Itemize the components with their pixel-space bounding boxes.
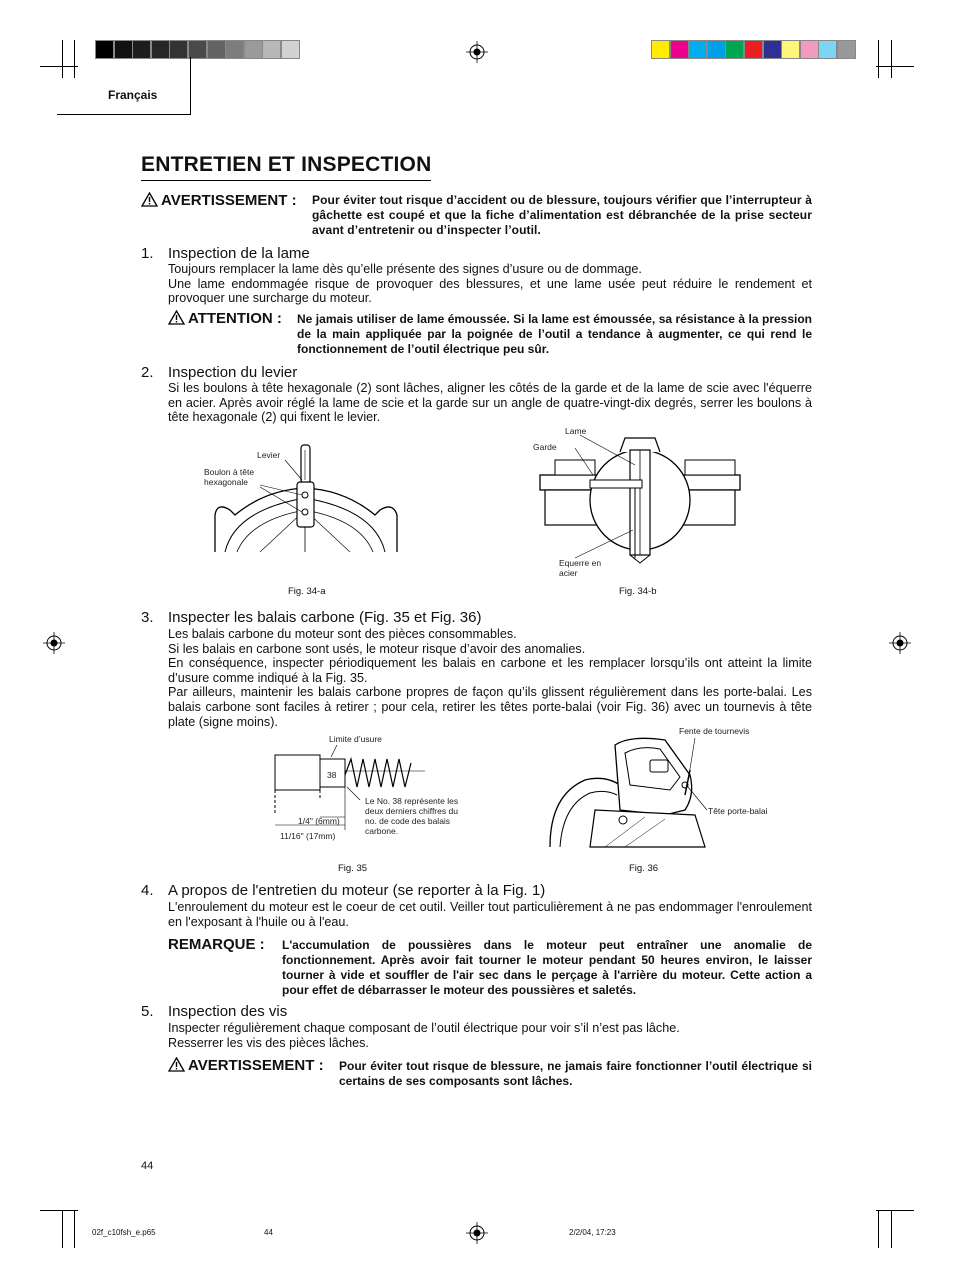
figure-36-brush-cap-drawing [545,735,710,850]
color-swatch [837,40,856,59]
section-number-3: 3. [141,609,154,626]
registration-mark-bottom [466,1222,488,1244]
page-title: ENTRETIEN ET INSPECTION [141,152,431,181]
language-tab [57,57,191,115]
label-limite: Limite d’usure [329,734,382,744]
figure-caption-35: Fig. 35 [338,863,368,874]
section-body-3: Les balais carbone du moteur sont des pièces consommables. Si les balais en carbone sont usés, le moteur risque d’avoir des anomalies. En conséquence, inspecter périodiquement les balais en carbone et les remplacer lorsqu’ils ont atteint la limite d’usure comme indiqué à la Fig. 35. Par ailleurs, maintenir les balais carbone propres de façon qu’ils glissent régulièrement dans les porte-balai. Les balais carbone sont faciles à retirer ; pour cela, retirer les têtes porte-balai (voir Fig. 36) avec un tournevis à tête plate (signe moins). [168,627,812,729]
color-swatch [207,40,226,59]
warning-label-2: AVERTISSEMENT : [168,1057,324,1074]
label-6mm: 1/4" (6mm) [298,816,340,826]
color-swatch [744,40,763,59]
label-fente: Fente de tournevis [679,726,750,736]
label-equerre: Equerre en acier [559,558,602,578]
footer-filename: 02f_c10fsh_e.p65 [92,1228,156,1237]
color-swatch [781,40,800,59]
warning-triangle-icon [141,192,158,207]
color-swatch [688,40,707,59]
section-title-2: Inspection du levier [168,364,298,381]
footer-page: 44 [264,1228,273,1237]
section-title-4: A propos de l'entretien du moteur (se reporter à la Fig. 1) [168,882,546,899]
label-17mm: 11/16" (17mm) [280,831,336,841]
label-note: Le No. 38 représente les deux derniers chiffres du no. de code des balais carbone. [365,796,459,836]
color-swatch [225,40,244,59]
section-number-1: 1. [141,245,154,262]
color-swatch [281,40,300,59]
section-number-2: 2. [141,364,154,381]
section-title-3: Inspecter les balais carbone (Fig. 35 et Fig. 36) [168,609,482,626]
figure-34b-guard-drawing [535,430,745,570]
warning-triangle-icon [168,1057,185,1072]
section-body-1: Toujours remplacer la lame dès qu’elle présente des signes d’usure ou de dommage. Une lame endommagée risque de provoquer des blessures, et une lame usée peut réduire le rendement et provoquer une surcharge du moteur. [168,262,812,306]
label-garde: Garde [533,442,557,452]
warning-text: Pour éviter tout risque d’accident ou de blessure, toujours vérifier que l’interrupteur à gâchette est coupé et que la fiche d’alimentation est débranchée de la prise secteur avant d’entretenir ou d’inspecter l’outil. [312,193,812,237]
figure-caption-34b: Fig. 34-b [619,586,657,597]
registration-mark-top [466,41,488,63]
color-swatch [651,40,670,59]
color-swatch [725,40,744,59]
section-number-5: 5. [141,1003,154,1020]
section-body-4: L'enroulement du moteur est le coeur de cet outil. Veiller tout particulièrement à ne pas endommager l'enroulement en l'exposant à l'huile ou à l'eau. [168,900,812,929]
note-label: REMARQUE : [168,936,265,953]
figure-caption-36: Fig. 36 [629,863,659,874]
footer-date: 2/2/04, 17:23 [569,1228,616,1237]
label-tete: Tête porte-balai [708,806,768,816]
label-lame: Lame [565,426,587,436]
color-swatch [707,40,726,59]
label-levier: Levier [257,450,281,460]
note-text: L'accumulation de poussières dans le moteur peut entraîner une anomalie de fonctionnement. Après avoir fait tourner le moteur pendant 50 heures environ, le laisser tourner à vide et souffler de l'air sec dans le perçage à l'arrière du moteur. Cette action a pour effet de débarrasser le moteur des poussières et saletés. [282,938,812,997]
figure-caption-34a: Fig. 34-a [288,586,326,597]
warning-label: AVERTISSEMENT : [141,192,297,209]
language-label: Français [108,88,158,102]
registration-mark-left [43,632,65,654]
caution-text: Ne jamais utiliser de lame émoussée. Si la lame est émoussée, sa résistance à la pression de la main appliquée par la poignée de l’outil a tendance à augmenter, ce qui rend le fonctionnement de l’outil électrique peu sûr. [297,312,812,356]
section-body-5: Inspecter régulièrement chaque composant de l’outil électrique pour voir s’il n’est pas lâche. Resserrer les vis des pièces lâches. [168,1021,680,1050]
label-boulon: Boulon à tête hexagonale [204,467,255,487]
figure-34a-lever-drawing [205,440,405,555]
color-swatch [763,40,782,59]
color-swatch [262,40,281,59]
section-body-2: Si les boulons à tête hexagonale (2) sont lâches, aligner les côtés de la garde et de la lame de scie avec l'équerre en acier. Après avoir réglé la lame de scie et la garde sur un angle de quatre-vingt-dix degrés, serrer les boulons à tête hexagonale (2) qui fixent le levier. [168,381,812,425]
color-swatch [800,40,819,59]
section-number-4: 4. [141,882,154,899]
color-swatch [244,40,263,59]
label-38: 38 [327,770,337,780]
page-number: 44 [141,1160,154,1172]
warning-text-2: Pour éviter tout risque de blessure, ne jamais faire fonctionner l’outil électrique si certains de ses composants sont lâches. [339,1059,812,1088]
color-swatch [818,40,837,59]
warning-triangle-icon [168,310,185,325]
section-title-1: Inspection de la lame [168,245,310,262]
registration-mark-right [889,632,911,654]
caution-label: ATTENTION : [168,310,282,327]
section-title-5: Inspection des vis [168,1003,288,1020]
color-swatch [670,40,689,59]
